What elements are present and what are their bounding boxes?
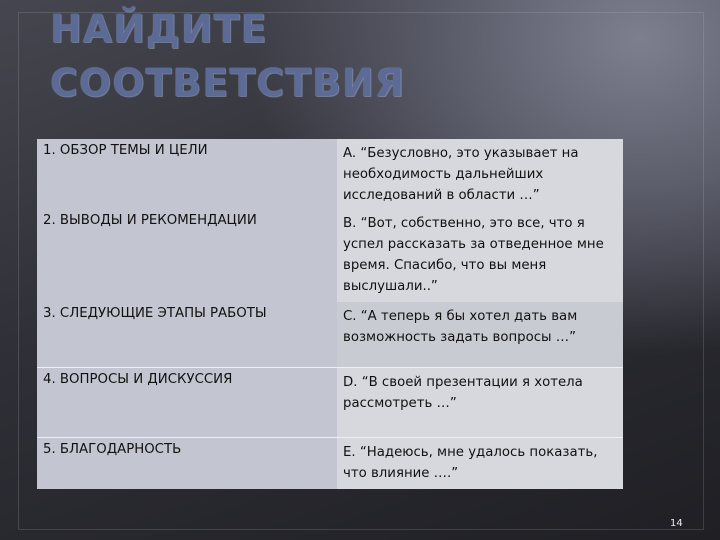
slide-title-line1: НАЙДИТЕ [50,7,268,51]
slide-title [50,2,405,110]
table-row [37,368,623,438]
topic-cell: 4. ВОПРОСЫ И ДИСКУССИЯ [37,368,337,438]
phrase-cell: D. “В своей презентации я хотела рассмотреть …” [337,368,623,438]
phrase-cell: E. “Надеюсь, мне удалось показать, что влияние ….” [337,438,623,490]
topic-cell: 5. БЛАГОДАРНОСТЬ [37,438,337,490]
topic-cell: 1. ОБЗОР ТЕМЫ И ЦЕЛИ [37,139,337,209]
topic-cell: 2. ВЫВОДЫ И РЕКОМЕНДАЦИИ [37,209,337,302]
table-row [37,302,623,368]
slide-title-line2: СООТВЕТСТВИЯ [50,61,406,105]
phrase-cell: A. “Безусловно, это указывает на необходимость дальнейших исследований в области …” [337,139,623,209]
topic-cell: 3. СЛЕДУЮЩИЕ ЭТАПЫ РАБОТЫ [37,302,337,368]
page-number: 14 [670,518,683,529]
matching-table [37,139,623,489]
table-row [37,438,623,490]
phrase-cell: C. “А теперь я бы хотел дать вам возможность задать вопросы …” [337,302,623,368]
phrase-cell: B. “Вот, собственно, это все, что я успел рассказать за отведенное мне время. Спасибо, что вы меня выслушали..” [337,209,623,302]
table-row [37,139,623,209]
table-row [37,209,623,302]
